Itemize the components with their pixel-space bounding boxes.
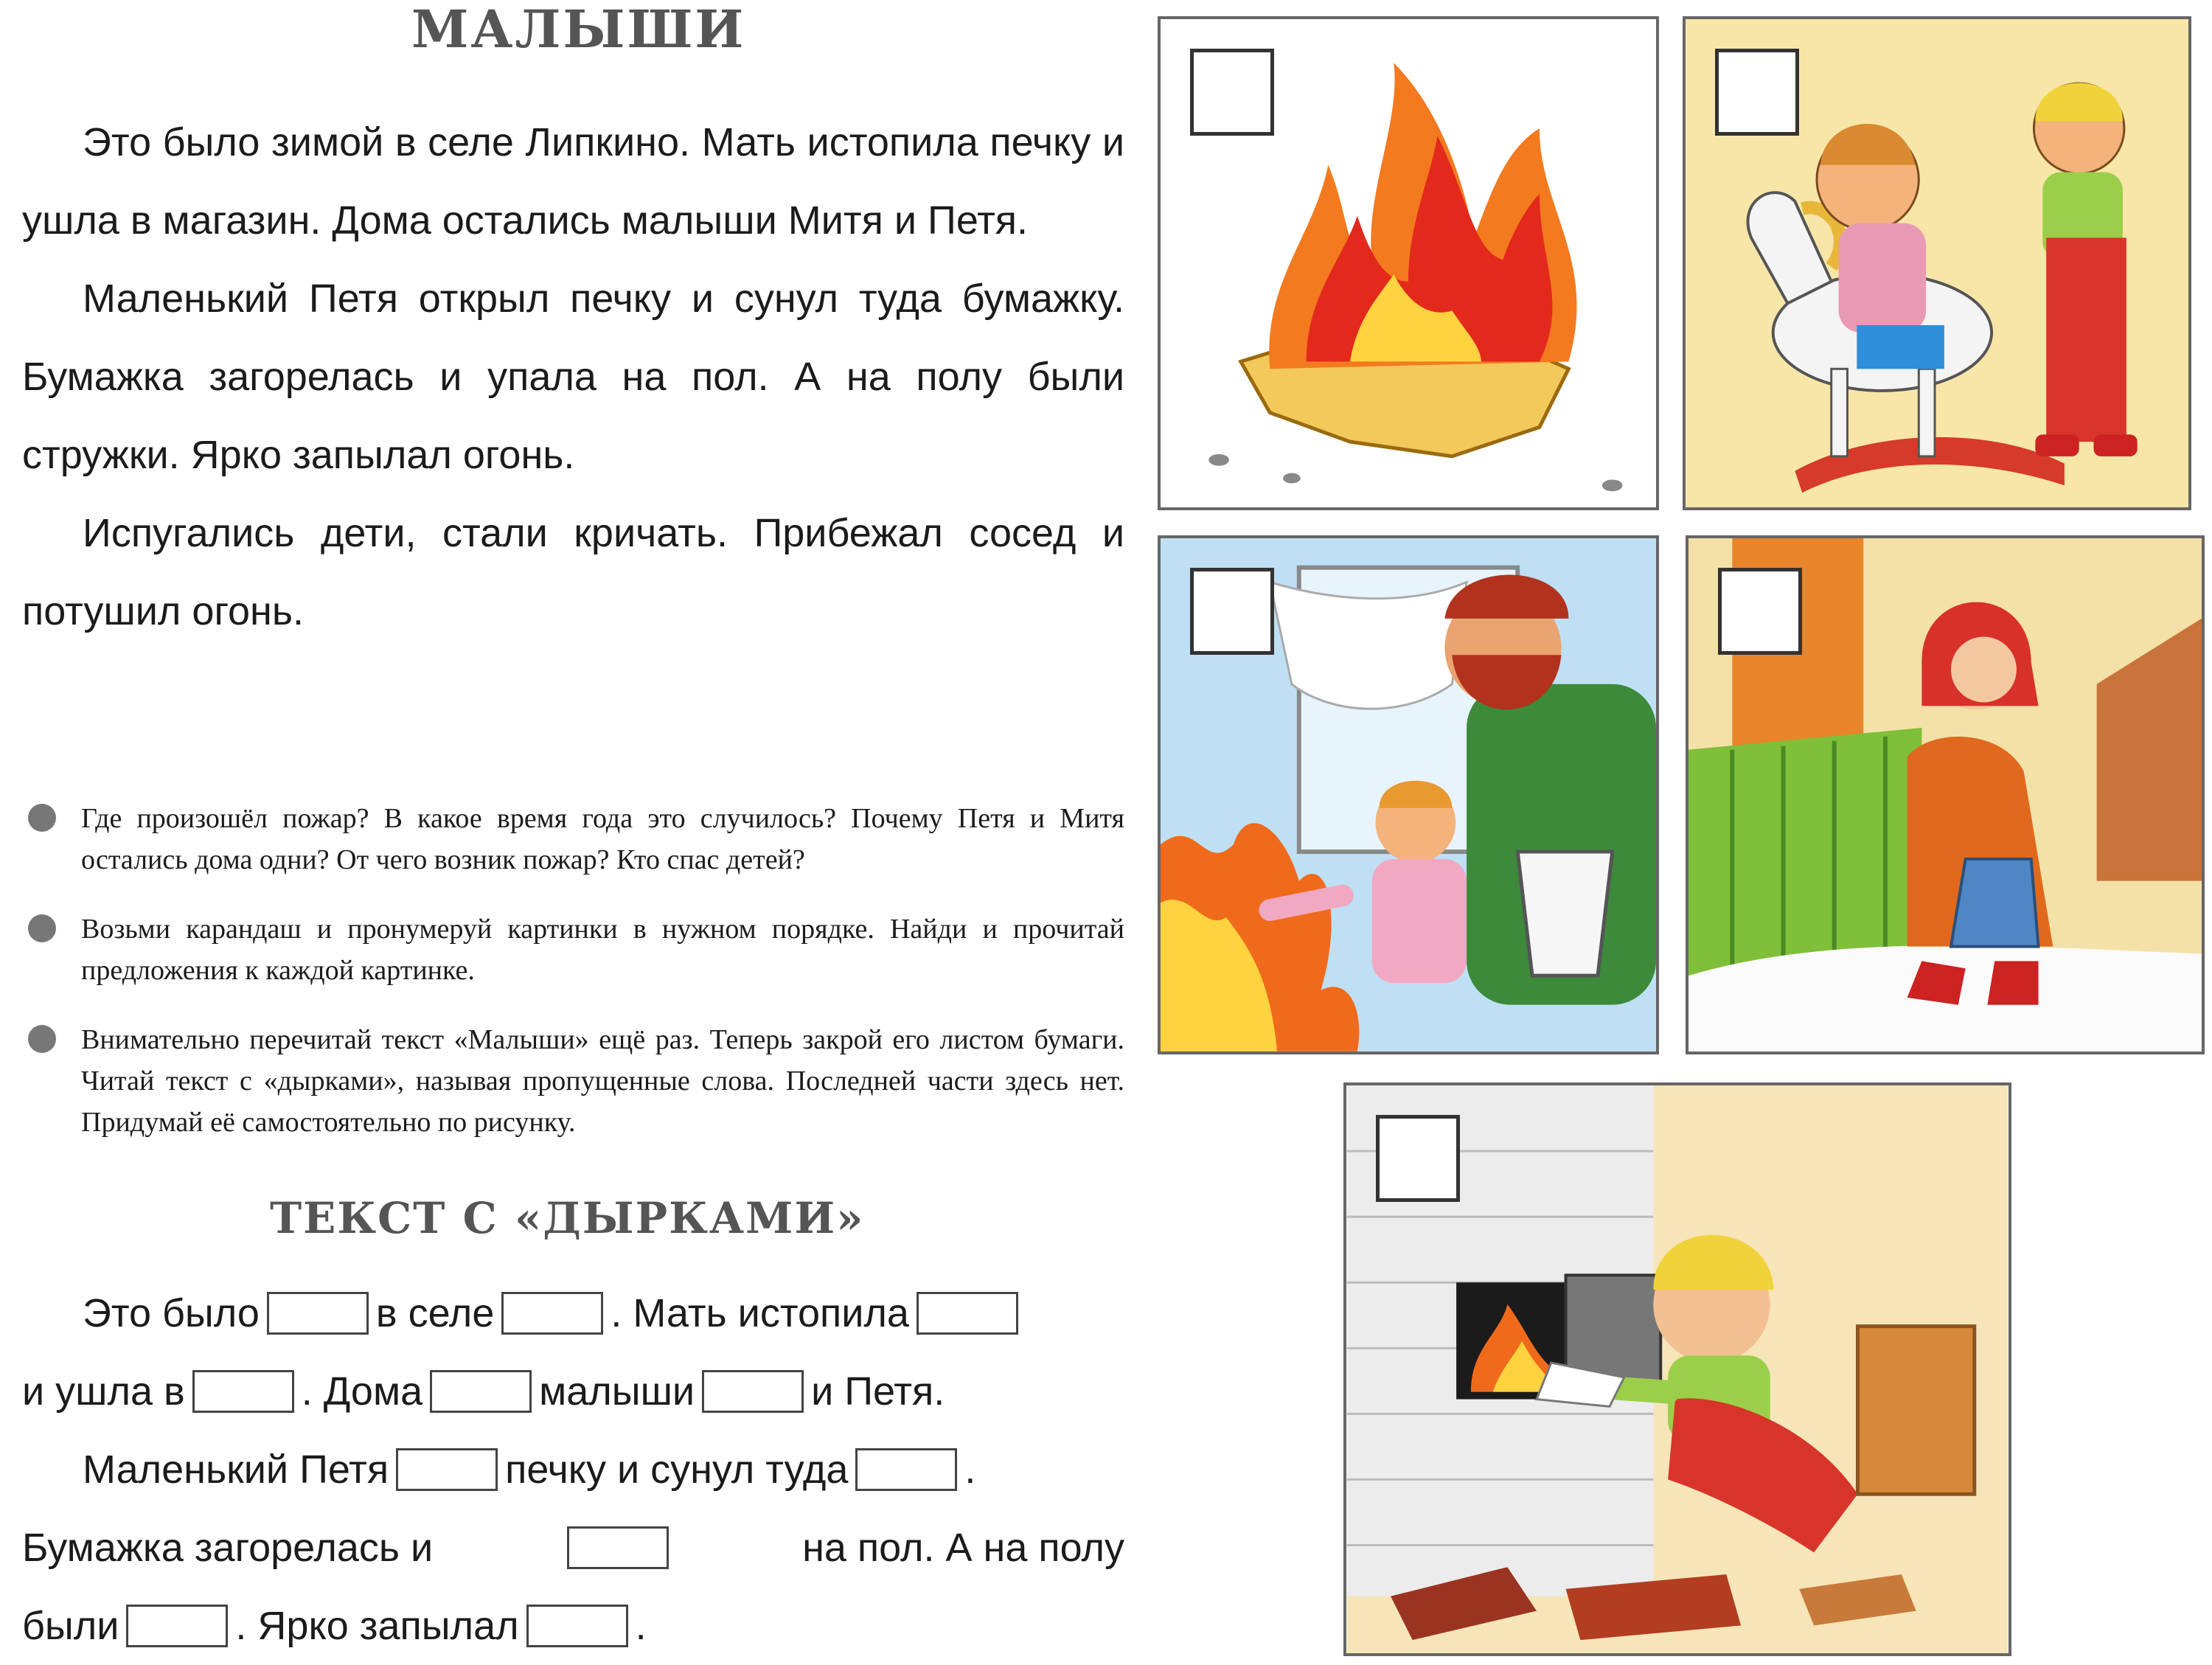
text-fragment: . Мать истопила: [611, 1291, 909, 1335]
text-line: [22, 1431, 1124, 1509]
blank-box[interactable]: [267, 1292, 369, 1335]
question-item: [22, 798, 1124, 880]
number-box[interactable]: [1718, 568, 1802, 655]
number-box[interactable]: [1715, 49, 1799, 136]
picture-rescue: [1158, 535, 1659, 1054]
text-fragment: Это было: [83, 1291, 260, 1335]
picture-stove: [1343, 1082, 2011, 1656]
section-title: ТЕКСТ С «ДЫРКАМИ»: [270, 1193, 865, 1243]
text-line: [22, 1509, 1124, 1587]
text-line: [22, 1274, 1124, 1352]
text-fragment: и ушла в: [22, 1369, 185, 1414]
blank-box[interactable]: [567, 1526, 669, 1569]
text-fragment: . Дома: [301, 1369, 423, 1414]
question-item: [22, 1019, 1124, 1143]
text-fragment: Бумажка загорелась и: [22, 1526, 434, 1570]
picture-fire: [1158, 16, 1659, 510]
fill-in-text: [22, 1274, 1124, 1665]
text-fragment: были: [22, 1604, 119, 1648]
story-text: [22, 103, 1124, 650]
text-fragment: малыши: [539, 1369, 695, 1414]
question-text: Внимательно перечитай текст «Малыши» ещё раз. Теперь закрой его листом бумаги. Читай текст с «дырками», называя пропущенные слова. Последней части здесь нет. Придумай её самостоятельно по рисунку.: [81, 1024, 1124, 1138]
page-title: МАЛЫШИ: [411, 0, 746, 60]
blank-box[interactable]: [430, 1370, 532, 1413]
blank-box[interactable]: [501, 1292, 603, 1335]
text-fragment: Маленький Петя: [83, 1447, 389, 1492]
blank-box[interactable]: [855, 1448, 957, 1491]
number-box[interactable]: [1190, 49, 1274, 136]
blank-box[interactable]: [917, 1292, 1018, 1335]
blank-box[interactable]: [702, 1370, 804, 1413]
blank-box[interactable]: [126, 1605, 228, 1647]
question-text: Возьми карандаш и пронумеруй картинки в нужном порядке. Найди и прочитай предложения к каждой картинке.: [81, 914, 1124, 986]
question-text: Где произошёл пожар? В какое время года это случилось? Почему Петя и Митя остались дома одни? От чего возник пожар? Кто спас детей?: [81, 803, 1124, 875]
bullet-icon: [28, 914, 56, 942]
blank-box[interactable]: [192, 1370, 294, 1413]
text-fragment: .: [635, 1604, 647, 1648]
text-fragment: . Ярко запылал: [235, 1604, 519, 1648]
text-fragment: .: [964, 1447, 976, 1492]
number-box[interactable]: [1190, 568, 1274, 655]
text-line: [22, 1352, 1124, 1431]
text-fragment: печку и сунул туда: [505, 1447, 849, 1492]
text-fragment: и Петя.: [811, 1369, 945, 1414]
story-paragraph: Испугались дети, стали кричать. Прибежал сосед и потушил огонь.: [22, 511, 1124, 633]
bullet-icon: [28, 1025, 56, 1053]
question-item: [22, 908, 1124, 991]
text-fragment: на пол. А на полу: [802, 1526, 1124, 1570]
story-paragraph: Это было зимой в селе Липкино. Мать истопила печку и ушла в магазин. Дома остались малыши Митя и Петя.: [22, 120, 1124, 243]
text-fragment: в селе: [375, 1291, 495, 1335]
story-paragraph: Маленький Петя открыл печку и сунул туда бумажку. Бумажка загорелась и упала на пол. А на полу были стружки. Ярко запылал огонь.: [22, 277, 1124, 477]
blank-box[interactable]: [396, 1448, 498, 1491]
picture-mother: [1686, 535, 2205, 1054]
bullet-icon: [28, 804, 56, 832]
blank-box[interactable]: [526, 1605, 628, 1647]
picture-boys-playing: [1683, 16, 2191, 510]
text-line: [22, 1587, 1124, 1665]
number-box[interactable]: [1376, 1115, 1460, 1202]
